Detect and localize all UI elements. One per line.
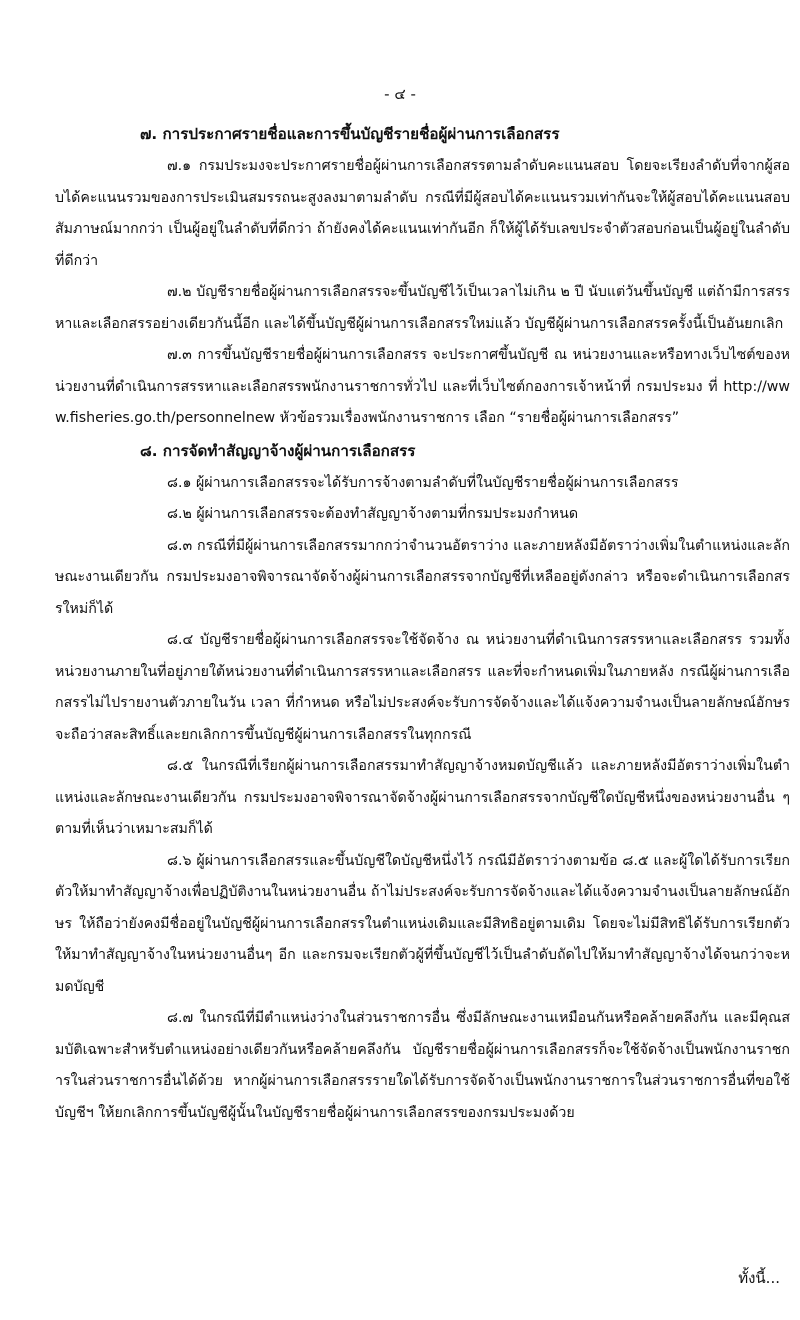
document-body — [55, 118, 790, 1129]
paragraph-7-1: ๗.๑ กรมประมงจะประกาศรายชื่อผู้ผ่านการเลือกสรรตามลำดับคะแนนสอบ โดยจะเรียงลำดับที่จากผู้สอบได้คะแนนรวมของการประเมินสมรรถนะสูงลงมาตามลำดับ กรณีที่มีผู้สอบได้คะแนนรวมเท่ากันจะให้ผู้สอบได้คะแนนสอบสัมภาษณ์มากกว่า เป็นผู้อยู่ในลำดับที่ดีกว่า ถ้ายังคงได้คะแนนเท่ากันอีก ก็ให้ผู้ได้รับเลขประจำตัวสอบก่อนเป็นผู้อยู่ในลำดับที่ดีกว่า — [55, 158, 790, 269]
page-number: - ๔ - — [384, 85, 416, 103]
paragraph-8-1: ๘.๑ ผู้ผ่านการเลือกสรรจะได้รับการจ้างตามลำดับที่ในบัญชีรายชื่อผู้ผ่านการเลือกสรร — [167, 474, 679, 491]
paragraph-8-3: ๘.๓ กรณีที่มีผู้ผ่านการเลือกสรรมากกว่าจำนวนอัตราว่าง และภายหลังมีอัตราว่างเพิ่มในตำแหน่งและลักษณะงานเดียวกัน กรมประมงอาจพิจารณาจัดจ้างผู้ผ่านการเลือกสรรจากบัญชีที่เหลืออยู่ดังกล่าว หรือจะดำเนินการเลือกสรรใหม่ก็ได้ — [55, 537, 790, 617]
paragraph-8-2: ๘.๒ ผู้ผ่านการเลือกสรรจะต้องทำสัญญาจ้างตามที่กรมประมงกำหนด — [167, 506, 579, 522]
paragraph-8-4: ๘.๔ บัญชีรายชื่อผู้ผ่านการเลือกสรรจะใช้จัดจ้าง ณ หน่วยงานที่ดำเนินการสรรหาและเลือกสรร รวมทั้งหน่วยงานภายในที่อยู่ภายใต้หน่วยงานที่ดำเนินการสรรหาและเลือกสรร และที่จะกำหนดเพิ่มในภายหลัง กรณีผู้ผ่านการเลือกสรรไม่ไปรายงานตัวภายในวัน เวลา ที่กำหนด หรือไม่ประสงค์จะรับการจัดจ้างและได้แจ้งความจำนงเป็นลายลักษณ์อักษร จะถือว่าสละสิทธิ์และยกเลิกการขึ้นบัญชีผู้ผ่านการเลือกสรรในทุกกรณี — [55, 632, 790, 743]
section-8-heading: ๘. การจัดทำสัญญาจ้างผู้ผ่านการเลือกสรร — [140, 441, 416, 460]
continuation-note: ทั้งนี้... — [738, 1269, 780, 1287]
paragraph-8-5: ๘.๕ ในกรณีที่เรียกผู้ผ่านการเลือกสรรมาทำสัญญาจ้างหมดบัญชีแล้ว และภายหลังมีอัตราว่างเพิ่มในตำแหน่งและลักษณะงานเดียวกัน กรมประมงอาจพิจารณาจัดจ้างผู้ผ่านการเลือกสรรจากบัญชีใดบัญชีหนึ่งของหน่วยงานอื่น ๆ ตามที่เห็นว่าเหมาะสมก็ได้ — [55, 758, 790, 837]
paragraph-7-2: ๗.๒ บัญชีรายชื่อผู้ผ่านการเลือกสรรจะขึ้นบัญชีไว้เป็นเวลาไม่เกิน ๒ ปี นับแต่วันขึ้นบัญชี แต่ถ้ามีการสรรหาและเลือกสรรอย่างเดียวกันนี้อีก และได้ขึ้นบัญชีผู้ผ่านการเลือกสรรใหม่แล้ว บัญชีผู้ผ่านการเลือกสรรครั้งนี้เป็นอันยกเลิก — [55, 284, 790, 332]
paragraph-7-3: ๗.๓ การขึ้นบัญชีรายชื่อผู้ผ่านการเลือกสรร จะประกาศขึ้นบัญชี ณ หน่วยงานและหรือทางเว็บไซต์ของหน่วยงานที่ดำเนินการสรรหาและเลือกสรรพนักงานราชการทั่วไป และที่เว็บไซต์กองการเจ้าหน้าที่ กรมประมง ที่ http://www.fisheries.go.th/personnelnew หัวข้อรวมเรื่องพนักงานราชการ เลือก “รายชื่อผู้ผ่านการเลือกสรร” — [55, 347, 790, 426]
paragraph-8-6: ๘.๖ ผู้ผ่านการเลือกสรรและขึ้นบัญชีใดบัญชีหนึ่งไว้ กรณีมีอัตราว่างตามข้อ ๘.๕ และผู้ใดได้รับการเรียกตัวให้มาทำสัญญาจ้างเพื่อปฏิบัติงานในหน่วยงานอื่น ถ้าไม่ประสงค์จะรับการจัดจ้างและได้แจ้งความจำนงเป็นลายลักษณ์อักษร ให้ถือว่ายังคงมีชื่ออยู่ในบัญชีผู้ผ่านการเลือกสรรในตำแหน่งเดิมและมีสิทธิอยู่ตามเดิม โดยจะไม่มีสิทธิได้รับการเรียกตัวให้มาทำสัญญาจ้างในหน่วยงานอื่นๆ อีก และกรมจะเรียกตัวผู้ที่ขึ้นบัญชีไว้เป็นลำดับถัดไปให้มาทำสัญญาจ้างได้จนกว่าจะหมดบัญชี — [55, 852, 790, 995]
section-7-heading: ๗. การประกาศรายชื่อและการขึ้นบัญชีรายชื่อผู้ผ่านการเลือกสรร — [140, 125, 560, 143]
paragraph-8-7: ๘.๗ ในกรณีที่มีตำแหน่งว่างในส่วนราชการอื่น ซึ่งมีลักษณะงานเหมือนกันหรือคล้ายคลึงกัน และมีคุณสมบัติเฉพาะสำหรับตำแหน่งอย่างเดียวกันหรือคล้ายคลึงกัน บัญชีรายชื่อผู้ผ่านการเลือกสรรก็จะใช้จัดจ้างเป็นพนักงานราชการในส่วนราชการอื่นได้ด้วย หากผู้ผ่านการเลือกสรรรายใดได้รับการจัดจ้างเป็นพนักงานราชการในส่วนราชการอื่นที่ขอใช้บัญชีฯ ให้ยกเลิกการขึ้นบัญชีผู้นั้นในบัญชีรายชื่อผู้ผ่านการเลือกสรรของกรมประมงด้วย — [55, 1010, 790, 1121]
